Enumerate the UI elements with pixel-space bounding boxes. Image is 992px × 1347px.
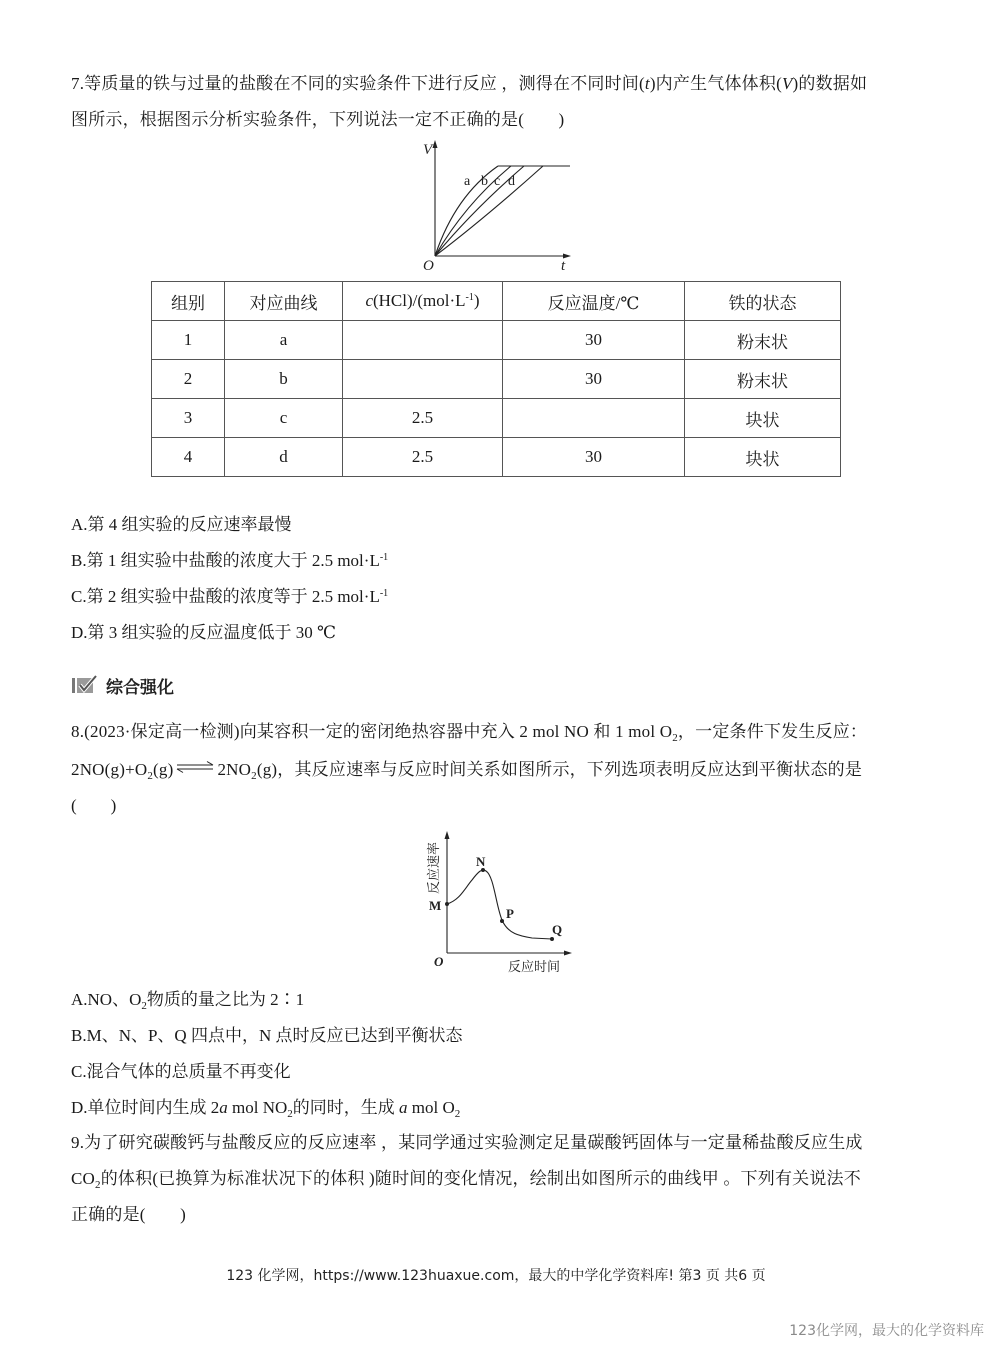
- cell-concentration: 2.5: [343, 399, 503, 438]
- origin-label: O: [423, 258, 434, 273]
- header-temperature: 反应温度/℃: [503, 282, 685, 321]
- q7-stem-line1: [71, 72, 867, 96]
- q7-figure: [415, 138, 590, 273]
- q7-stem-text: )的数据如: [792, 74, 868, 93]
- option-text: C.第 2 组实验中盐酸的浓度等于 2.5 mol·L: [71, 587, 380, 606]
- q7-stem-line2: [71, 108, 564, 132]
- cell-curve: b: [225, 360, 343, 399]
- cell-temperature: 30: [503, 360, 685, 399]
- option-text: A.NO、O: [71, 990, 142, 1009]
- q7-option-a: A.第 4 组实验的反应速率最慢: [71, 515, 292, 534]
- cell-curve: d: [225, 438, 343, 477]
- header-concentration: [343, 282, 503, 321]
- curve-label-b: b: [481, 174, 488, 189]
- y-axis-label: 反应速率: [426, 841, 441, 894]
- option-text: mol NO: [227, 1098, 288, 1117]
- option-text: D.单位时间内生成 2: [71, 1098, 220, 1117]
- q8-option-b: B.M、N、P、Q 四点中，N 点时反应已达到平衡状态: [71, 1026, 463, 1045]
- q7-stem-text: 图所示，根据图示分析实验条件，下列说法一定不正确的是(: [71, 110, 525, 129]
- q8-option-a: [71, 988, 304, 1012]
- superscript: -1: [379, 552, 389, 563]
- option-text: 物质的量之比为 2∶1: [146, 990, 305, 1009]
- point-label-n: N: [476, 854, 486, 869]
- cell-group: 3: [152, 399, 225, 438]
- cell-concentration: [343, 360, 503, 399]
- header-conc-close: ): [473, 291, 480, 310]
- cell-concentration: 2.5: [343, 438, 503, 477]
- option-text: mol O: [407, 1098, 455, 1117]
- origin-label: O: [434, 954, 444, 969]
- cell-iron-state: 粉末状: [685, 360, 841, 399]
- q7-option-d: D.第 3 组实验的反应温度低于 30 ℃: [71, 623, 337, 642]
- header-curve: 对应曲线: [225, 282, 343, 321]
- checkbox-check-icon: [72, 675, 98, 695]
- curve-label-d: d: [508, 174, 515, 189]
- q7-option-c: [71, 585, 388, 609]
- q9-stem-text: 的体积(已换算为标准状况下的体积 )随时间的变化情况，绘制出如图所示的曲线甲 。下列有关说法不: [100, 1169, 861, 1188]
- header-iron-state: 铁的状态: [685, 282, 841, 321]
- q7-stem-text: )内产生气体体积(: [649, 74, 782, 93]
- subscript: 2: [95, 1179, 101, 1191]
- cell-temperature: 30: [503, 438, 685, 477]
- x-axis-label: t: [561, 258, 566, 273]
- superscript: -1: [465, 292, 474, 303]
- subscript: 2: [287, 1108, 293, 1120]
- q9-stem-text: 正确的是(: [71, 1205, 146, 1224]
- cell-iron-state: 粉末状: [685, 321, 841, 360]
- cell-concentration: [343, 321, 503, 360]
- q9-stem-line1: 9.为了研究碳酸钙与盐酸反应的反应速率 ，某同学通过实验测定足量碳酸钙固体与一定量稀盐酸反应生成: [71, 1133, 863, 1152]
- answer-blank: ): [524, 110, 565, 129]
- q7-conditions-table: [151, 281, 841, 477]
- q8-stem-text: 8.(2023·保定高一检测)向某容积一定的密闭绝热容器中充入 2 mol NO 和 1 mol O: [71, 722, 673, 741]
- q8-stem-line2: [71, 758, 862, 782]
- cell-group: 4: [152, 438, 225, 477]
- q9-stem-text: CO: [71, 1169, 96, 1188]
- q8-stem-text: (g)，其反应速率与反应时间关系如图所示，下列选项表明反应达到平衡状态的是: [256, 760, 863, 779]
- answer-blank: ): [145, 1205, 186, 1224]
- cell-group: 2: [152, 360, 225, 399]
- point-q: [550, 937, 554, 941]
- subscript: 2: [147, 770, 154, 782]
- table-header-row: [152, 282, 841, 321]
- subscript: 2: [672, 732, 678, 744]
- equilibrium-arrow-icon: [175, 761, 215, 773]
- cell-iron-state: 块状: [685, 399, 841, 438]
- rate-curve: [447, 870, 552, 939]
- var-t: t: [644, 74, 650, 93]
- var-a: a: [399, 1098, 408, 1117]
- q9-stem-line2: [71, 1167, 861, 1191]
- section-title: 综合强化: [106, 677, 174, 698]
- table-row: [152, 438, 841, 477]
- q7-stem-text: 7.等质量的铁与过量的盐酸在不同的实验条件下进行反应 ，测得在不同时间(: [71, 74, 645, 93]
- subscript: 2: [251, 770, 257, 782]
- header-group: 组别: [152, 282, 225, 321]
- cell-temperature: [503, 399, 685, 438]
- q8-option-c: C.混合气体的总质量不再变化: [71, 1062, 291, 1081]
- header-conc-unit: (HCl)/(mol·L: [372, 291, 466, 310]
- point-m: [445, 902, 449, 906]
- cell-group: 1: [152, 321, 225, 360]
- var-c: c: [365, 291, 373, 310]
- point-p: [500, 919, 504, 923]
- equation-text: (g): [153, 760, 174, 779]
- q8-answer-blank: ( ): [71, 796, 117, 815]
- q7-option-b: [71, 549, 388, 573]
- superscript: -1: [379, 588, 389, 599]
- table-row: [152, 399, 841, 438]
- equation-text: 2NO(g)+O: [71, 760, 148, 779]
- q8-figure: [420, 828, 575, 976]
- curve-d: [435, 166, 543, 256]
- x-axis-label: 反应时间: [508, 959, 561, 974]
- x-axis-arrow: [564, 951, 572, 956]
- q9-stem-line3: [71, 1203, 186, 1227]
- section-header: [72, 673, 174, 697]
- cell-curve: c: [225, 399, 343, 438]
- point-label-p: P: [506, 906, 514, 921]
- var-v: V: [781, 74, 793, 93]
- table-row: [152, 360, 841, 399]
- point-label-q: Q: [552, 922, 563, 937]
- y-axis-arrow: [445, 831, 450, 839]
- table-row: [152, 321, 841, 360]
- y-axis-arrow: [433, 140, 438, 148]
- point-label-m: M: [429, 898, 442, 913]
- var-a: a: [219, 1098, 228, 1117]
- curve-label-c: c: [494, 174, 501, 189]
- equation-text: 2NO: [217, 760, 252, 779]
- subscript: 2: [454, 1108, 461, 1120]
- q8-stem-text: ，一定条件下发生反应：: [677, 722, 868, 741]
- cell-temperature: 30: [503, 321, 685, 360]
- cell-curve: a: [225, 321, 343, 360]
- option-text: 的同时，生成: [292, 1098, 400, 1117]
- page-footer: 123 化学网，https://www.123huaxue.com，最大的中学化学资料库! 第3 页 共6 页: [226, 1268, 766, 1284]
- q8-stem-line1: [71, 720, 867, 744]
- option-text: B.第 1 组实验中盐酸的浓度大于 2.5 mol·L: [71, 551, 380, 570]
- watermark: 123化学网，最大的化学资料库: [789, 1323, 984, 1339]
- q8-option-d: [71, 1096, 460, 1120]
- curve-label-a: a: [464, 174, 471, 189]
- cell-iron-state: 块状: [685, 438, 841, 477]
- y-axis-label: V: [423, 142, 433, 158]
- subscript: 2: [141, 1000, 147, 1012]
